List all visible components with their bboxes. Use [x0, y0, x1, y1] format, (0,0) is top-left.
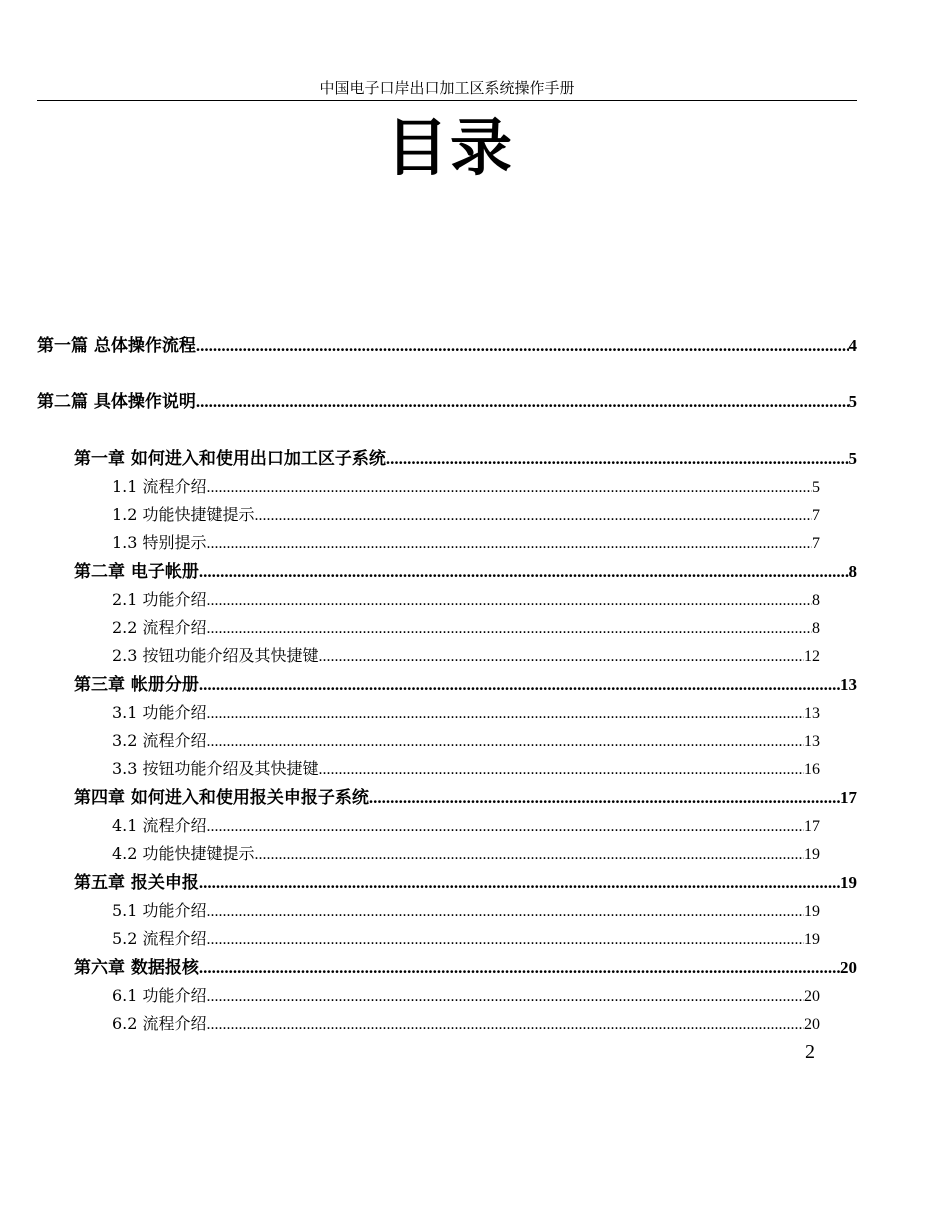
toc-section-2-1[interactable]: [112, 589, 820, 612]
toc-chapter-label: 第五章 报关申报: [74, 873, 199, 893]
toc-page-number: 5: [848, 449, 857, 468]
toc-chapter-label: 第六章 数据报核: [74, 958, 199, 978]
toc-section-label: 6.2 流程介绍: [112, 1014, 207, 1033]
toc-section-6-1[interactable]: [112, 985, 820, 1008]
toc-section-label: 3.1 功能介绍: [112, 703, 207, 722]
toc-chapter-label: 第四章 如何进入和使用报关申报子系统: [74, 788, 369, 808]
toc-page-number: 8: [812, 592, 820, 609]
toc-section-label: 5.1 功能介绍: [112, 901, 207, 920]
toc-section-3-1[interactable]: [112, 702, 820, 725]
toc-leader: [196, 390, 849, 414]
page-title: 目录: [385, 111, 514, 184]
toc-leader: [207, 816, 804, 838]
toc-page-number: 5: [848, 392, 857, 411]
toc-section-1-3[interactable]: [112, 532, 820, 555]
toc-page-number: 8: [812, 620, 820, 637]
toc-part-2[interactable]: [37, 390, 857, 414]
toc-leader: [199, 673, 840, 697]
toc-chapter-2[interactable]: [74, 560, 857, 584]
toc-leader: [207, 477, 812, 499]
toc-section-6-2[interactable]: [112, 1013, 820, 1036]
toc-chapter-5[interactable]: [74, 871, 857, 895]
toc-leader: [207, 929, 804, 951]
toc-leader: [207, 901, 804, 923]
toc-section-label: 6.1 功能介绍: [112, 986, 207, 1005]
toc-leader: [207, 590, 812, 612]
toc-leader: [255, 844, 804, 866]
toc-section-5-2[interactable]: [112, 928, 820, 951]
running-header: 中国电子口岸出口加工区系统操作手册: [37, 78, 857, 101]
toc-chapter-label: 第一章 如何进入和使用出口加工区子系统: [74, 449, 386, 469]
toc-section-label: 2.1 功能介绍: [112, 590, 207, 609]
toc-leader: [199, 956, 840, 980]
toc-leader: [369, 786, 840, 810]
toc-chapter-6[interactable]: [74, 956, 857, 980]
toc-section-4-1[interactable]: [112, 815, 820, 838]
toc-page-number: 8: [848, 562, 857, 581]
toc-page-number: 13: [804, 705, 820, 722]
toc-leader: [196, 334, 849, 358]
toc-page-number: 19: [804, 903, 820, 920]
toc-section-label: 4.2 功能快捷键提示: [112, 844, 255, 863]
toc-section-label: 1.3 特别提示: [112, 533, 207, 552]
toc-section-2-2[interactable]: [112, 617, 820, 640]
toc-part-label: 第二篇 具体操作说明: [37, 392, 196, 412]
toc-section-label: 2.3 按钮功能介绍及其快捷键: [112, 646, 319, 665]
toc-section-label: 1.2 功能快捷键提示: [112, 505, 255, 524]
toc-page-number: 19: [840, 873, 857, 892]
toc-page-number: 20: [804, 1016, 820, 1033]
toc-page-number: 17: [840, 788, 857, 807]
toc-leader: [199, 560, 849, 584]
toc-leader: [319, 646, 804, 668]
toc-page-number: 5: [812, 479, 820, 496]
toc-section-label: 3.3 按钮功能介绍及其快捷键: [112, 759, 319, 778]
toc-section-1-1[interactable]: [112, 476, 820, 499]
toc-section-2-3[interactable]: [112, 645, 820, 668]
toc-section-5-1[interactable]: [112, 900, 820, 923]
toc-page-number: 12: [804, 648, 820, 665]
toc-leader: [207, 1014, 804, 1036]
toc-page-number: 20: [840, 958, 857, 977]
toc-leader: [207, 703, 804, 725]
toc-section-3-2[interactable]: [112, 730, 820, 753]
toc-leader: [319, 759, 804, 781]
toc-part-label: 第一篇 总体操作流程: [37, 336, 196, 356]
toc-leader: [207, 533, 812, 555]
toc-chapter-4[interactable]: [74, 786, 857, 810]
toc-leader: [199, 871, 840, 895]
toc-leader: [207, 618, 812, 640]
toc-page-number: 4: [848, 336, 857, 355]
toc-section-label: 4.1 流程介绍: [112, 816, 207, 835]
toc-chapter-3[interactable]: [74, 673, 857, 697]
toc-page-number: 16: [804, 761, 820, 778]
toc-page-number: 7: [812, 507, 820, 524]
toc-leader: [207, 731, 804, 753]
toc-section-3-3[interactable]: [112, 758, 820, 781]
toc-section-label: 3.2 流程介绍: [112, 731, 207, 750]
toc-section-1-2[interactable]: [112, 504, 820, 527]
toc-page-number: 13: [840, 675, 857, 694]
toc-section-label: 2.2 流程介绍: [112, 618, 207, 637]
toc-section-4-2[interactable]: [112, 843, 820, 866]
toc-chapter-label: 第三章 帐册分册: [74, 675, 199, 695]
toc-page-number: 20: [804, 988, 820, 1005]
toc-page-number: 7: [812, 535, 820, 552]
toc-page-number: 13: [804, 733, 820, 750]
toc-part-1[interactable]: [37, 334, 857, 358]
toc-leader: [255, 505, 812, 527]
toc-leader: [207, 986, 804, 1008]
footer-page-number: 2: [805, 1041, 815, 1063]
toc-page-number: 17: [804, 818, 820, 835]
toc-leader: [386, 447, 849, 471]
toc-page-number: 19: [804, 846, 820, 863]
toc-chapter-1[interactable]: [74, 447, 857, 471]
toc-page-number: 19: [804, 931, 820, 948]
toc-chapter-label: 第二章 电子帐册: [74, 562, 199, 582]
toc-section-label: 5.2 流程介绍: [112, 929, 207, 948]
toc-section-label: 1.1 流程介绍: [112, 477, 207, 496]
